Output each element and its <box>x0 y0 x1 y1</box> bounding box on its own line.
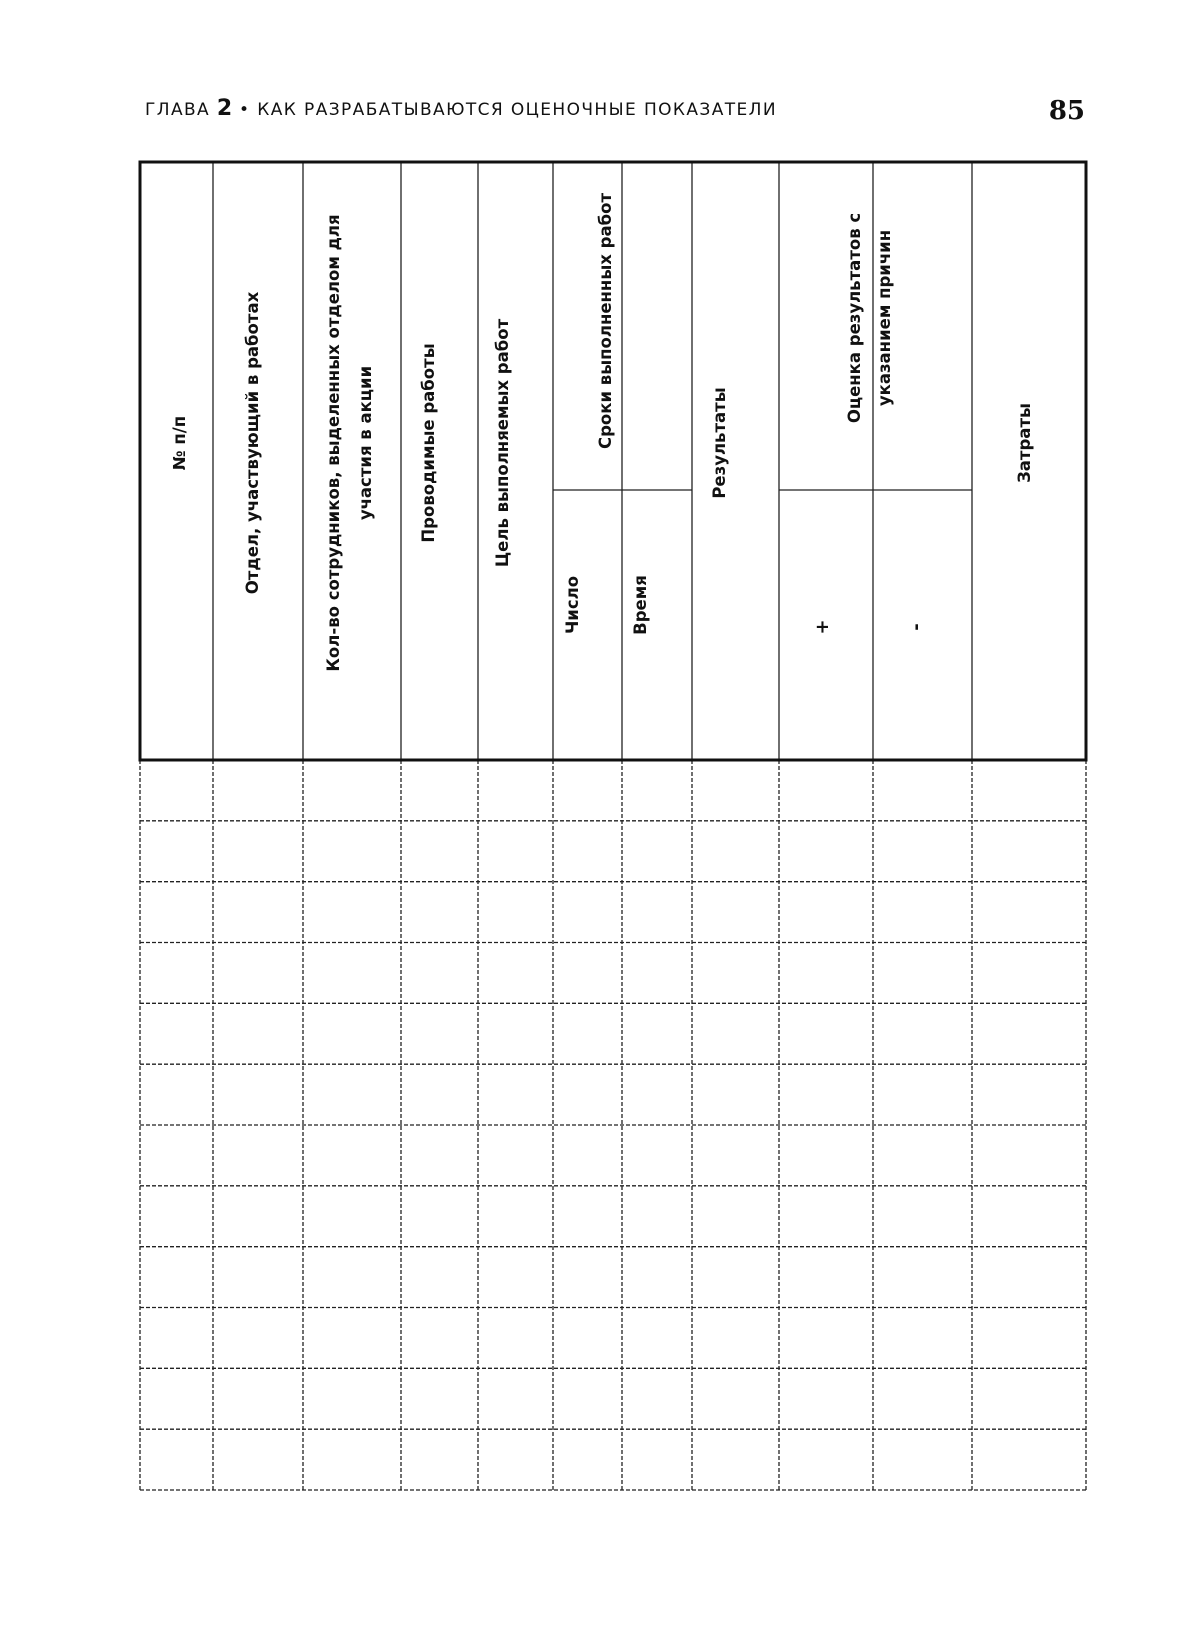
header-department: Отдел, участвующий в работах <box>243 291 262 595</box>
header-num: № п/п <box>170 415 189 471</box>
header-costs: Затраты <box>1015 403 1034 483</box>
page-number: 85 <box>1048 96 1085 126</box>
header-staff-count-line2: участия в акции <box>356 365 375 521</box>
chapter-number: 2 <box>216 96 233 121</box>
column-headers <box>170 193 1034 672</box>
bullet-separator: • <box>239 100 251 120</box>
chapter-word: ГЛАВА <box>145 100 211 120</box>
header-evaluation-line2: указанием причин <box>875 229 894 407</box>
header-evaluation-plus: + <box>812 619 833 635</box>
header-work-goal: Цель выполняемых работ <box>493 318 512 568</box>
header-results: Результаты <box>710 387 729 499</box>
header-evaluation-minus: - <box>906 623 927 631</box>
header-deadlines-date: Число <box>563 575 582 635</box>
header-deadlines: Сроки выполненных работ <box>596 192 615 450</box>
chapter-title: КАК РАЗРАБАТЫВАЮТСЯ ОЦЕНОЧНЫЕ ПОКАЗАТЕЛИ <box>257 100 777 120</box>
header-staff-count-line1: Кол-во сотрудников, выделенных отделом для <box>324 214 343 672</box>
header-work-done: Проводимые работы <box>419 343 438 543</box>
header-evaluation-line1: Оценка результатов с <box>845 212 864 424</box>
header-deadlines-time: Время <box>631 575 650 635</box>
